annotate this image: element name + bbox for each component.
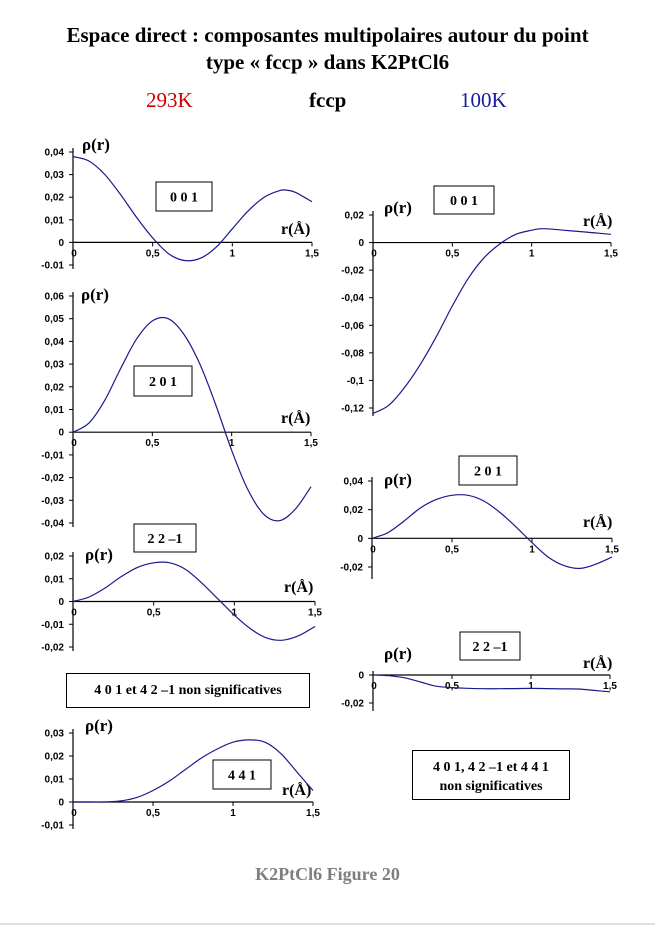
chart-3-y-axis-label: ρ(r) xyxy=(85,545,113,564)
chart-6-y-tick-label: 0 xyxy=(357,533,363,545)
chart-6-component-label: 2 0 1 xyxy=(474,464,502,480)
chart-2-y-tick-label: -0,03 xyxy=(41,495,64,507)
chart-6-x-tick-label: 0 xyxy=(370,544,376,556)
chart-6-y-axis-label: ρ(r) xyxy=(384,470,412,489)
chart-4-y-tick-label: 0,02 xyxy=(44,751,64,763)
chart-1-component-label: 0 0 1 xyxy=(170,190,198,206)
chart-5-y-tick-label: -0,04 xyxy=(341,293,364,305)
chart-3-y-tick-label: 0,01 xyxy=(44,574,64,586)
note-right-line-2: non significatives xyxy=(439,779,543,794)
chart-5-y-tick-label: 0,02 xyxy=(344,210,364,222)
chart-7-x-tick-label: 1 xyxy=(528,681,534,692)
chart-5-y-tick-label: -0,1 xyxy=(346,375,364,387)
chart-7-component-label: 2 2 –1 xyxy=(472,640,508,655)
chart-2-x-axis-label: r(Å) xyxy=(281,410,311,427)
chart-1-y-tick-label: 0,01 xyxy=(44,215,64,227)
chart-5-y-tick-label: -0,12 xyxy=(341,403,364,415)
chart-3-x-tick-label: 1,5 xyxy=(308,607,322,619)
chart-2-y-tick-label: 0,05 xyxy=(44,314,64,326)
chart-2-y-tick-label: 0,02 xyxy=(44,382,64,394)
chart-3-x-axis-label: r(Å) xyxy=(284,579,314,596)
chart-3-y-tick-label: 0,02 xyxy=(44,551,64,563)
chart-7-x-tick-label: 0 xyxy=(371,681,377,692)
chart-4-series-line xyxy=(73,740,313,802)
chart-1-y-tick-label: 0 xyxy=(58,237,64,249)
chart-1-x-tick-label: 0,5 xyxy=(145,248,160,260)
chart-6-x-tick-label: 0,5 xyxy=(445,544,459,556)
chart-1-y-tick-label: 0,04 xyxy=(44,147,64,159)
chart-5-series-line xyxy=(373,229,611,414)
chart-6-y-tick-label: 0,02 xyxy=(343,505,363,517)
note-left: 4 0 1 et 4 2 –1 non significatives xyxy=(66,673,310,708)
chart-4-y-tick-label: 0,03 xyxy=(44,728,64,740)
chart-5-x-tick-label: 0 xyxy=(371,248,377,260)
chart-4-component-label: 4 4 1 xyxy=(228,768,256,784)
chart-1-y-tick-label: 0,02 xyxy=(44,192,64,204)
chart-2-y-tick-label: 0,01 xyxy=(44,405,64,416)
chart-4-y-axis-label: ρ(r) xyxy=(85,716,113,735)
chart-5-y-axis-label: ρ(r) xyxy=(384,198,412,217)
chart-2-x-tick-label: 1,5 xyxy=(304,438,318,450)
chart-4-x-tick-label: 1 xyxy=(230,808,236,819)
chart-2-y-tick-label: 0,03 xyxy=(44,359,64,371)
chart-5-x-axis-label: r(Å) xyxy=(583,213,613,230)
chart-7-x-tick-label: 1,5 xyxy=(603,681,617,692)
chart-4-y-tick-label: 0 xyxy=(58,797,64,809)
chart-2-y-tick-label: 0,04 xyxy=(44,336,64,348)
chart-7-x-tick-label: 0,5 xyxy=(445,681,459,692)
chart-6-x-tick-label: 1,5 xyxy=(605,544,619,556)
chart-1-x-axis-label: r(Å) xyxy=(281,221,311,238)
chart-1-x-tick-label: 0 xyxy=(71,248,77,260)
chart-1-x-tick-label: 1,5 xyxy=(305,248,319,260)
chart-3-component-label: 2 2 –1 xyxy=(147,532,183,547)
chart-6-x-axis-label: r(Å) xyxy=(583,514,613,531)
figure-caption: K2PtCl6 Figure 20 xyxy=(255,864,400,884)
chart-2-x-tick-label: 0 xyxy=(71,438,77,450)
header-fccp: fccp xyxy=(309,88,347,112)
chart-5-y-tick-label: 0 xyxy=(358,238,364,250)
chart-2-series-line xyxy=(73,318,311,521)
chart-1-x-tick-label: 1 xyxy=(229,248,236,260)
chart-2-y-tick-label: 0 xyxy=(58,427,64,439)
chart-2-y-tick-label: -0,02 xyxy=(41,473,64,485)
chart-1-y-tick-label: 0,03 xyxy=(44,170,64,182)
chart-3-y-tick-label: -0,01 xyxy=(41,619,64,631)
chart-2-x-tick-label: 1 xyxy=(228,438,235,450)
chart-2-x-tick-label: 0,5 xyxy=(145,438,160,450)
chart-6-series-line xyxy=(372,495,612,569)
chart-1-y-axis-label: ρ(r) xyxy=(82,135,110,154)
chart-2-y-axis-label: ρ(r) xyxy=(81,285,109,304)
chart-3-x-tick-label: 1 xyxy=(231,607,238,619)
chart-4-x-tick-label: 0 xyxy=(71,808,77,819)
chart-4-x-tick-label: 1,5 xyxy=(306,808,320,819)
note-right xyxy=(412,750,570,800)
note-right-line-1: 4 0 1, 4 2 –1 et 4 4 1 xyxy=(433,760,549,775)
chart-3-x-tick-label: 0 xyxy=(71,607,77,619)
chart-5-y-tick-label: -0,02 xyxy=(341,265,364,277)
chart-6-x-tick-label: 1 xyxy=(529,544,535,556)
chart-1-y-tick-label: -0.01 xyxy=(41,260,64,272)
chart-7-y-tick-label: -0,02 xyxy=(341,698,364,710)
chart-6-y-tick-label: -0,02 xyxy=(340,562,363,574)
header-293k: 293K xyxy=(146,88,193,112)
bottom-rule xyxy=(0,923,655,925)
title-line-1: Espace direct : composantes multipolaires autour du point xyxy=(66,23,589,47)
chart-5-x-tick-label: 0,5 xyxy=(445,248,460,260)
title-line-2: type « fccp » dans K2PtCl6 xyxy=(205,50,450,74)
chart-2-y-tick-label: -0,01 xyxy=(41,450,64,462)
chart-7-y-axis-label: ρ(r) xyxy=(384,644,412,663)
chart-2-y-tick-label: -0,04 xyxy=(41,518,64,530)
chart-3-x-tick-label: 0,5 xyxy=(146,607,161,619)
chart-3-y-tick-label: 0 xyxy=(58,597,64,608)
chart-5-x-tick-label: 1 xyxy=(528,248,535,260)
chart-4-x-axis-label: r(Å) xyxy=(282,782,312,799)
chart-4-x-tick-label: 0,5 xyxy=(146,808,160,819)
chart-4-y-tick-label: -0,01 xyxy=(41,820,64,832)
chart-7-series-line xyxy=(373,675,610,692)
chart-5-component-label: 0 0 1 xyxy=(450,194,478,209)
chart-6-y-tick-label: 0,04 xyxy=(343,476,363,488)
chart-5-x-tick-label: 1,5 xyxy=(604,248,618,260)
chart-5-y-tick-label: -0,08 xyxy=(341,348,364,360)
chart-7-x-axis-label: r(Å) xyxy=(583,655,613,672)
chart-4-y-tick-label: 0,01 xyxy=(44,774,64,786)
chart-5-y-tick-label: -0,06 xyxy=(341,320,364,332)
chart-3-y-tick-label: -0,02 xyxy=(41,642,64,654)
header-100k: 100K xyxy=(460,88,507,112)
chart-7-y-tick-label: 0 xyxy=(358,670,364,682)
chart-2-component-label: 2 0 1 xyxy=(149,375,177,390)
chart-2-y-tick-label: 0,06 xyxy=(44,291,64,303)
